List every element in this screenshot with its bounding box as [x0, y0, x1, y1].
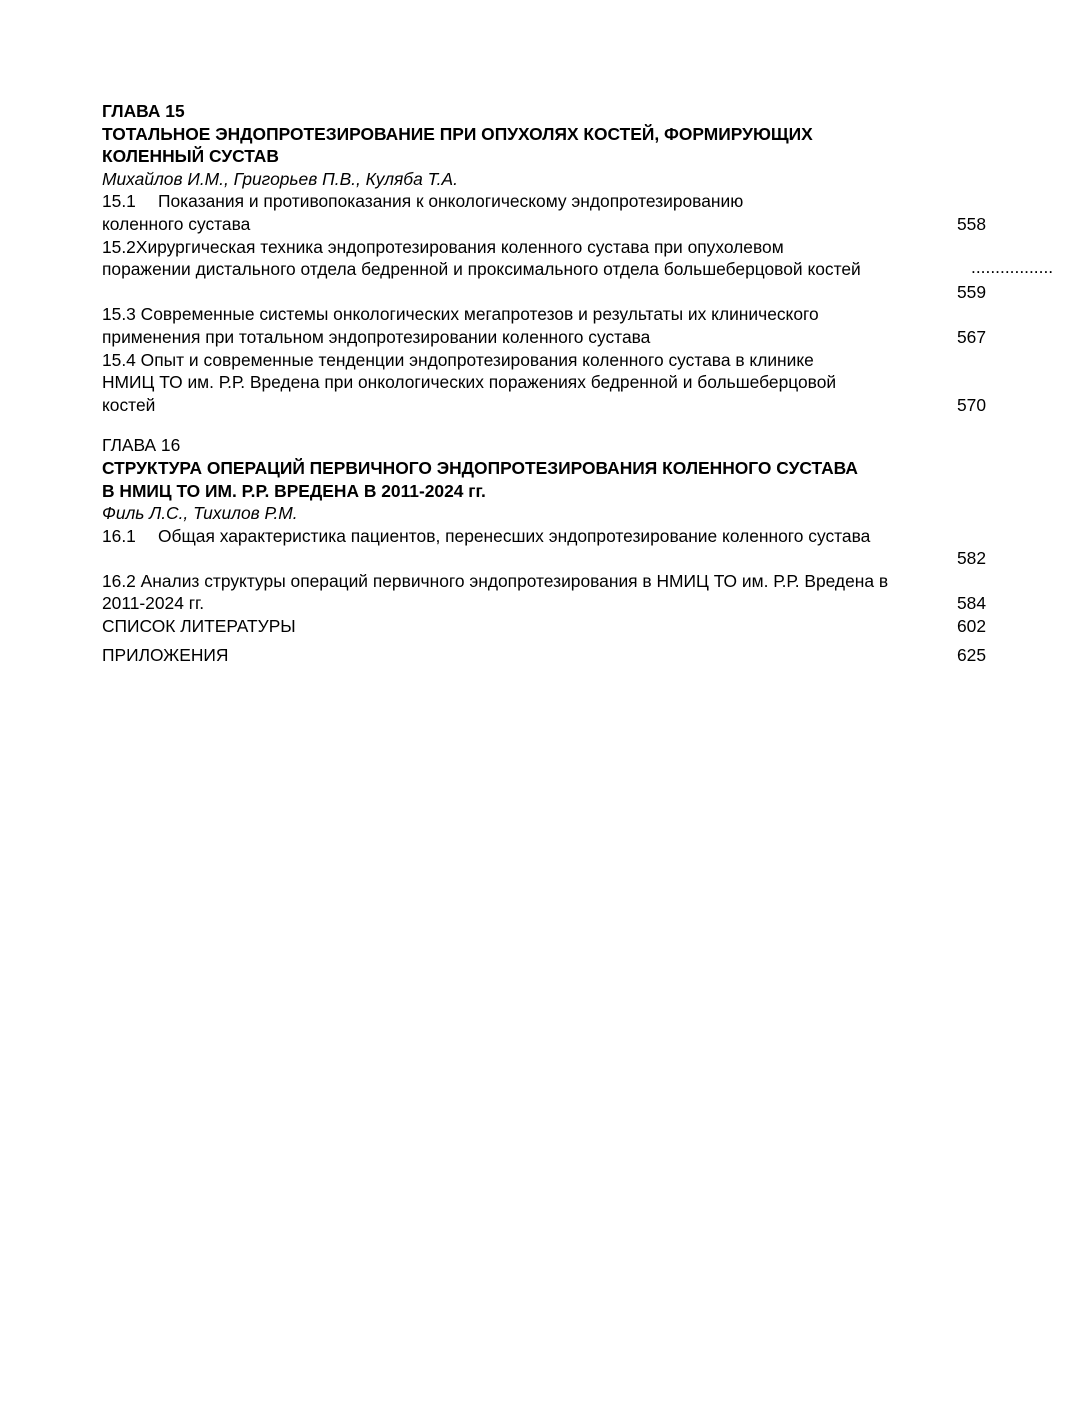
- toc-entry[interactable]: [102, 525, 1088, 548]
- section-title: 2011-2024 гг.: [102, 593, 205, 614]
- chapter-heading: ГЛАВА 16: [102, 435, 181, 456]
- section-title: Показания и противопоказания к онкологическому эндопротезированию: [158, 191, 744, 212]
- page-number: 625: [956, 644, 986, 665]
- toc-entry-page-line[interactable]: [102, 547, 1088, 570]
- section-title: ПРИЛОЖЕНИЯ: [102, 644, 229, 665]
- page-number: 570: [956, 394, 986, 415]
- page-number: 558: [956, 213, 986, 234]
- section-title: 15.4 Опыт и современные тенденции эндопротезирования коленного сустава в клинике: [102, 349, 814, 370]
- section-title: СПИСОК ЛИТЕРАТУРЫ: [102, 616, 296, 637]
- page-number: 602: [956, 616, 986, 637]
- page-number: 559: [956, 281, 986, 302]
- toc-entry[interactable]: [102, 236, 1088, 259]
- section-title: коленного сустава: [102, 213, 251, 234]
- toc-entry-page-line[interactable]: [102, 281, 1088, 304]
- spacer: [102, 416, 1088, 434]
- page-number: 582: [956, 548, 986, 569]
- section-title: 16.2 Анализ структуры операций первичного эндопротезирования в НМИЦ ТО им. Р.Р. Вредена в: [102, 570, 889, 591]
- section-title: 15.2Хирургическая техника эндопротезирования коленного сустава при опухолевом: [102, 236, 784, 257]
- dot-leader: .................: [971, 257, 1054, 278]
- toc-entry-appendices[interactable]: [102, 644, 1088, 667]
- toc-entry-continued[interactable]: [102, 394, 1088, 417]
- section-title: костей: [102, 394, 156, 415]
- toc-entry-references[interactable]: [102, 615, 1088, 638]
- section-title: поражении дистального отдела бедренной и проксимального отдела большеберцовой костей: [102, 259, 861, 280]
- chapter-title: ТОТАЛЬНОЕ ЭНДОПРОТЕЗИРОВАНИЕ ПРИ ОПУХОЛЯХ КОСТЕЙ, ФОРМИРУЮЩИХ: [102, 123, 813, 144]
- chapter-authors: Филь Л.С., Тихилов Р.М.: [102, 503, 298, 524]
- toc-entry-continued[interactable]: [102, 592, 1088, 615]
- toc-entry-continued[interactable]: [102, 371, 1088, 394]
- chapter-title: КОЛЕННЫЙ СУСТАВ: [102, 146, 279, 167]
- chapter-authors: Михайлов И.М., Григорьев П.В., Куляба Т.А.: [102, 168, 458, 189]
- chapter-heading: ГЛАВА 15: [102, 101, 185, 121]
- section-title: Общая характеристика пациентов, перенесших эндопротезирование коленного сустава: [158, 525, 871, 546]
- section-number: 16.1: [102, 525, 136, 546]
- table-of-contents: [102, 100, 1088, 666]
- page-number: 567: [956, 326, 986, 347]
- toc-entry[interactable]: [102, 349, 1088, 372]
- toc-entry[interactable]: [102, 190, 1088, 213]
- section-number: 15.1: [102, 191, 136, 212]
- page-number: 584: [956, 593, 986, 614]
- toc-entry[interactable]: [102, 570, 1088, 593]
- section-title: применения при тотальном эндопротезировании коленного сустава: [102, 326, 651, 347]
- toc-entry-continued[interactable]: [102, 326, 1088, 349]
- chapter-title: СТРУКТУРА ОПЕРАЦИЙ ПЕРВИЧНОГО ЭНДОПРОТЕЗИРОВАНИЯ КОЛЕННОГО СУСТАВА: [102, 457, 858, 478]
- toc-entry[interactable]: [102, 303, 1088, 326]
- toc-entry-continued[interactable]: [102, 258, 1088, 281]
- section-title: НМИЦ ТО им. Р.Р. Вредена при онкологических поражениях бедренной и большеберцовой: [102, 372, 837, 393]
- toc-entry-continued[interactable]: [102, 213, 1088, 236]
- chapter-title: В НМИЦ ТО ИМ. Р.Р. ВРЕДЕНА В 2011-2024 гг.: [102, 480, 486, 501]
- section-title: 15.3 Современные системы онкологических мегапротезов и результаты их клинического: [102, 304, 819, 325]
